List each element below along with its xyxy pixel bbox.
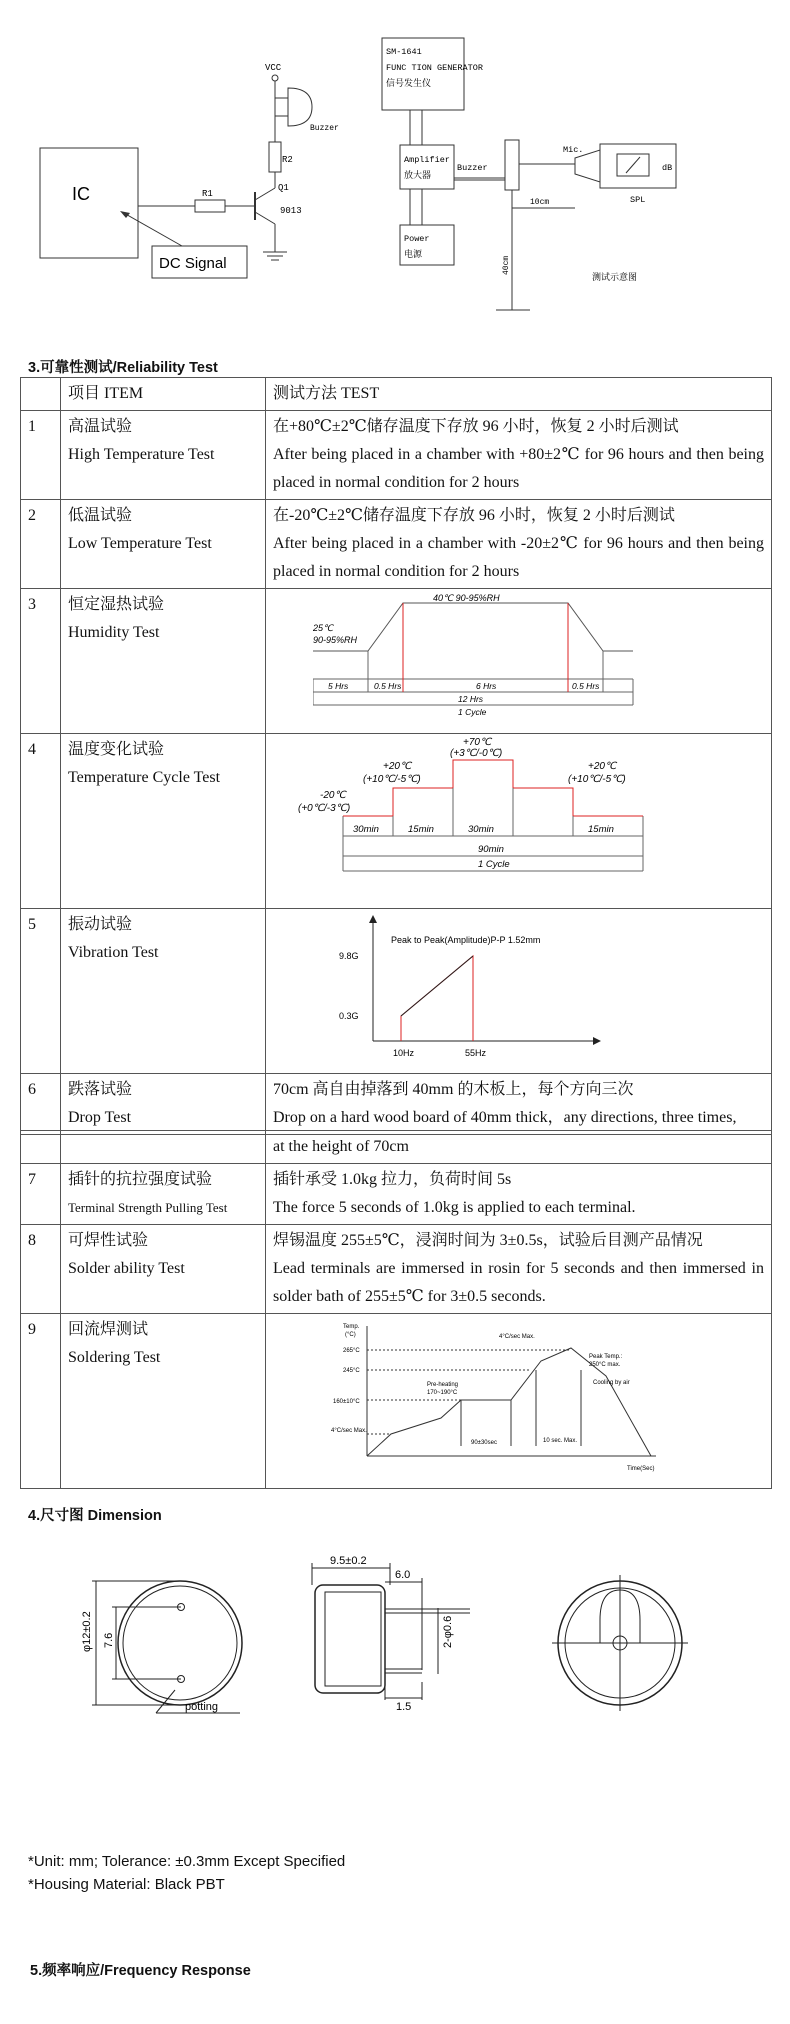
reliability-section-title: 3.可靠性测试/Reliability Test [28,360,218,376]
reliability-table [20,377,772,1135]
temperature-cycle-chart [298,736,678,896]
svg-text:90min: 90min [478,844,504,855]
svg-text:1 Cycle: 1 Cycle [478,859,510,870]
svg-text:250°C max.: 250°C max. [589,1362,621,1368]
table-row: 8 可焊性试验 Solder ability Test 焊锡温度 255±5℃，浸润时间为 3±0.5s，试验后目测产品情况 Lead terminals are immersed in rosin for 5 seconds and then immersed in solder bath of 255±5℃ for 3±0.5 seconds. [21,1225,772,1314]
dc-signal-label: DC Signal [159,255,227,272]
r2-label: R2 [282,155,293,165]
table-header-row [21,378,772,411]
svg-text:(+3℃/-0℃): (+3℃/-0℃) [450,748,503,759]
table-row: 2 低温试验 Low Temperature Test 在-20℃±2℃储存温度下存放 96 小时，恢复 2 小时后测试 After being placed in a chamber with -20±2℃ for 96 hours and then being placed in normal condition for 2 hours [21,500,772,589]
svg-text:30min: 30min [353,824,379,835]
svg-text:+20℃: +20℃ [383,761,412,772]
svg-text:Buzzer: Buzzer [457,163,488,173]
svg-text:(°C): (°C) [345,1332,356,1338]
r1-label: R1 [202,189,213,199]
svg-text:10 sec. Max.: 10 sec. Max. [543,1438,578,1444]
svg-text:90-95%RH: 90-95%RH [313,635,358,645]
svg-text:2-φ0.6: 2-φ0.6 [442,1615,454,1648]
svg-text:+70℃: +70℃ [463,737,492,748]
svg-text:30min: 30min [468,824,494,835]
svg-text:Time(Sec): Time(Sec) [627,1466,655,1472]
svg-text:170~190°C: 170~190°C [427,1390,458,1396]
header-method: 测试方法 TEST [266,378,772,411]
reliability-table-continued [20,1130,772,1489]
svg-text:SPL: SPL [630,195,646,205]
svg-text:Amplifier: Amplifier [404,155,450,165]
humidity-chart [313,591,643,721]
svg-text:6 Hrs: 6 Hrs [476,681,497,691]
svg-text:φ12±0.2: φ12±0.2 [81,1611,93,1652]
table-row: 6 跌落试验 Drop Test 70cm 高自由掉落到 40mm 的木板上，每个方向三次 Drop on a hard wood board of 40mm thick，any directions, three times, [21,1074,772,1135]
svg-text:1.5: 1.5 [396,1701,412,1713]
svg-text:SM-1641: SM-1641 [386,47,422,57]
svg-text:4°C/sec Max.: 4°C/sec Max. [499,1334,535,1340]
svg-text:5 Hrs: 5 Hrs [328,681,349,691]
dimension-section-title: 4.尺寸图 Dimension [28,1508,162,1524]
q1-label: Q1 [278,183,289,193]
svg-text:+20℃: +20℃ [588,761,617,772]
svg-text:9.8G: 9.8G [339,951,359,961]
svg-text:(+10℃/-5℃): (+10℃/-5℃) [568,774,626,785]
header-item: 项目 ITEM [61,378,266,411]
table-row: 4 温度变化试验 Temperature Cycle Test -20℃ (+0℃/-3℃) +20℃ (+10℃/-5℃) +70℃ (+3℃/-0℃) +20℃ (+10℃/-5℃) 30min 15min 30min 15min 90min 1 Cycle [21,734,772,909]
svg-text:-20℃: -20℃ [320,790,346,801]
dimension-drawing [40,1530,740,1740]
material-note: *Housing Material: Black PBT [28,1876,225,1893]
svg-text:40cm: 40cm [502,255,511,275]
svg-text:10Hz: 10Hz [393,1048,415,1058]
table-row: 5 振动试验 Vibration Test Peak to Peak(Amplitude)P-P 1.52mm 9.8G 0.3G 10Hz 55Hz [21,909,772,1074]
svg-text:Peak Temp.:: Peak Temp.: [589,1354,623,1360]
setup-caption: 测试示意图 [592,272,638,282]
svg-text:FUNC TION GENERATOR: FUNC TION GENERATOR [386,63,483,73]
buzzer-label: Buzzer [310,124,339,133]
svg-text:Power: Power [404,234,430,244]
vibration-chart [333,911,633,1061]
svg-text:6.0: 6.0 [395,1569,411,1581]
svg-text:90±30sec: 90±30sec [471,1440,497,1446]
svg-text:4°C/sec Max.: 4°C/sec Max. [331,1428,367,1434]
svg-text:(+0℃/-3℃): (+0℃/-3℃) [298,803,351,814]
svg-text:Cooling by air: Cooling by air [593,1380,630,1386]
table-row: 1 高温试验 High Temperature Test 在+80℃±2℃储存温度下存放 96 小时，恢复 2 小时后测试 After being placed in a chamber with +80±2℃ for 96 hours and then being placed in normal condition for 2 hours [21,411,772,500]
svg-text:信号发生仪: 信号发生仪 [386,78,432,88]
svg-text:0.5 Hrs: 0.5 Hrs [572,681,600,691]
drop-test-continued: at the height of 70cm [266,1131,772,1164]
svg-text:放大器: 放大器 [404,170,432,180]
svg-text:25℃: 25℃ [313,623,334,633]
frequency-section-title: 5.频率响应/Frequency Response [30,1963,251,1979]
transistor-label: 9013 [280,206,302,216]
svg-text:(+10℃/-5℃): (+10℃/-5℃) [363,774,421,785]
svg-text:15min: 15min [588,824,614,835]
svg-text:55Hz: 55Hz [465,1048,487,1058]
reflow-chart [331,1316,661,1476]
svg-text:0.5 Hrs: 0.5 Hrs [374,681,402,691]
table-row: 3 恒定湿热试验 Humidity Test 40℃ 90-95%RH 25℃ 90-95%RH 5 Hrs 0.5 Hrs 6 Hrs 0.5 Hrs 12 Hrs 1 Cycle [21,589,772,734]
svg-text:dB: dB [662,163,673,173]
svg-text:245°C: 245°C [343,1368,360,1374]
svg-text:9.5±0.2: 9.5±0.2 [330,1555,367,1567]
svg-text:电源: 电源 [404,249,423,259]
svg-text:15min: 15min [408,824,434,835]
ic-label: IC [72,184,90,204]
svg-text:12 Hrs: 12 Hrs [458,694,484,704]
svg-text:7.6: 7.6 [103,1632,115,1648]
table-row: 9 回流焊测试 Soldering Test Temp. (°C) 265°C 245°C 160±10°C 4°C/sec Max. 4°C/sec Max. Peak Temp.: 250°C max. Cooling by air Pre-heating 170~190°C 90±30sec 10 sec. Max. Time(Sec) [21,1314,772,1489]
test-setup-diagram [30,30,690,320]
svg-text:40℃ 90-95%RH: 40℃ 90-95%RH [433,593,500,603]
table-row: 7 插针的抗拉强度试验 Terminal Strength Pulling Test 插针承受 1.0kg 拉力，负荷时间 5s The force 5 seconds of 1.0kg is applied to each terminal. [21,1164,772,1225]
svg-text:Mic.: Mic. [563,145,584,155]
svg-text:Peak to Peak(Amplitude)P-P 1.5: Peak to Peak(Amplitude)P-P 1.52mm [391,935,541,945]
svg-text:160±10°C: 160±10°C [333,1399,360,1405]
svg-text:potting: potting [185,1701,219,1713]
table-row [21,1131,772,1164]
svg-text:1 Cycle: 1 Cycle [458,707,487,717]
svg-text:Pre-heating: Pre-heating [427,1382,459,1388]
svg-text:Temp.: Temp. [343,1324,360,1330]
svg-text:0.3G: 0.3G [339,1011,359,1021]
svg-text:265°C: 265°C [343,1348,360,1354]
unit-note: *Unit: mm; Tolerance: ±0.3mm Except Specified [28,1853,346,1870]
svg-text:10cm: 10cm [530,198,550,207]
vcc-label: VCC [265,63,282,73]
